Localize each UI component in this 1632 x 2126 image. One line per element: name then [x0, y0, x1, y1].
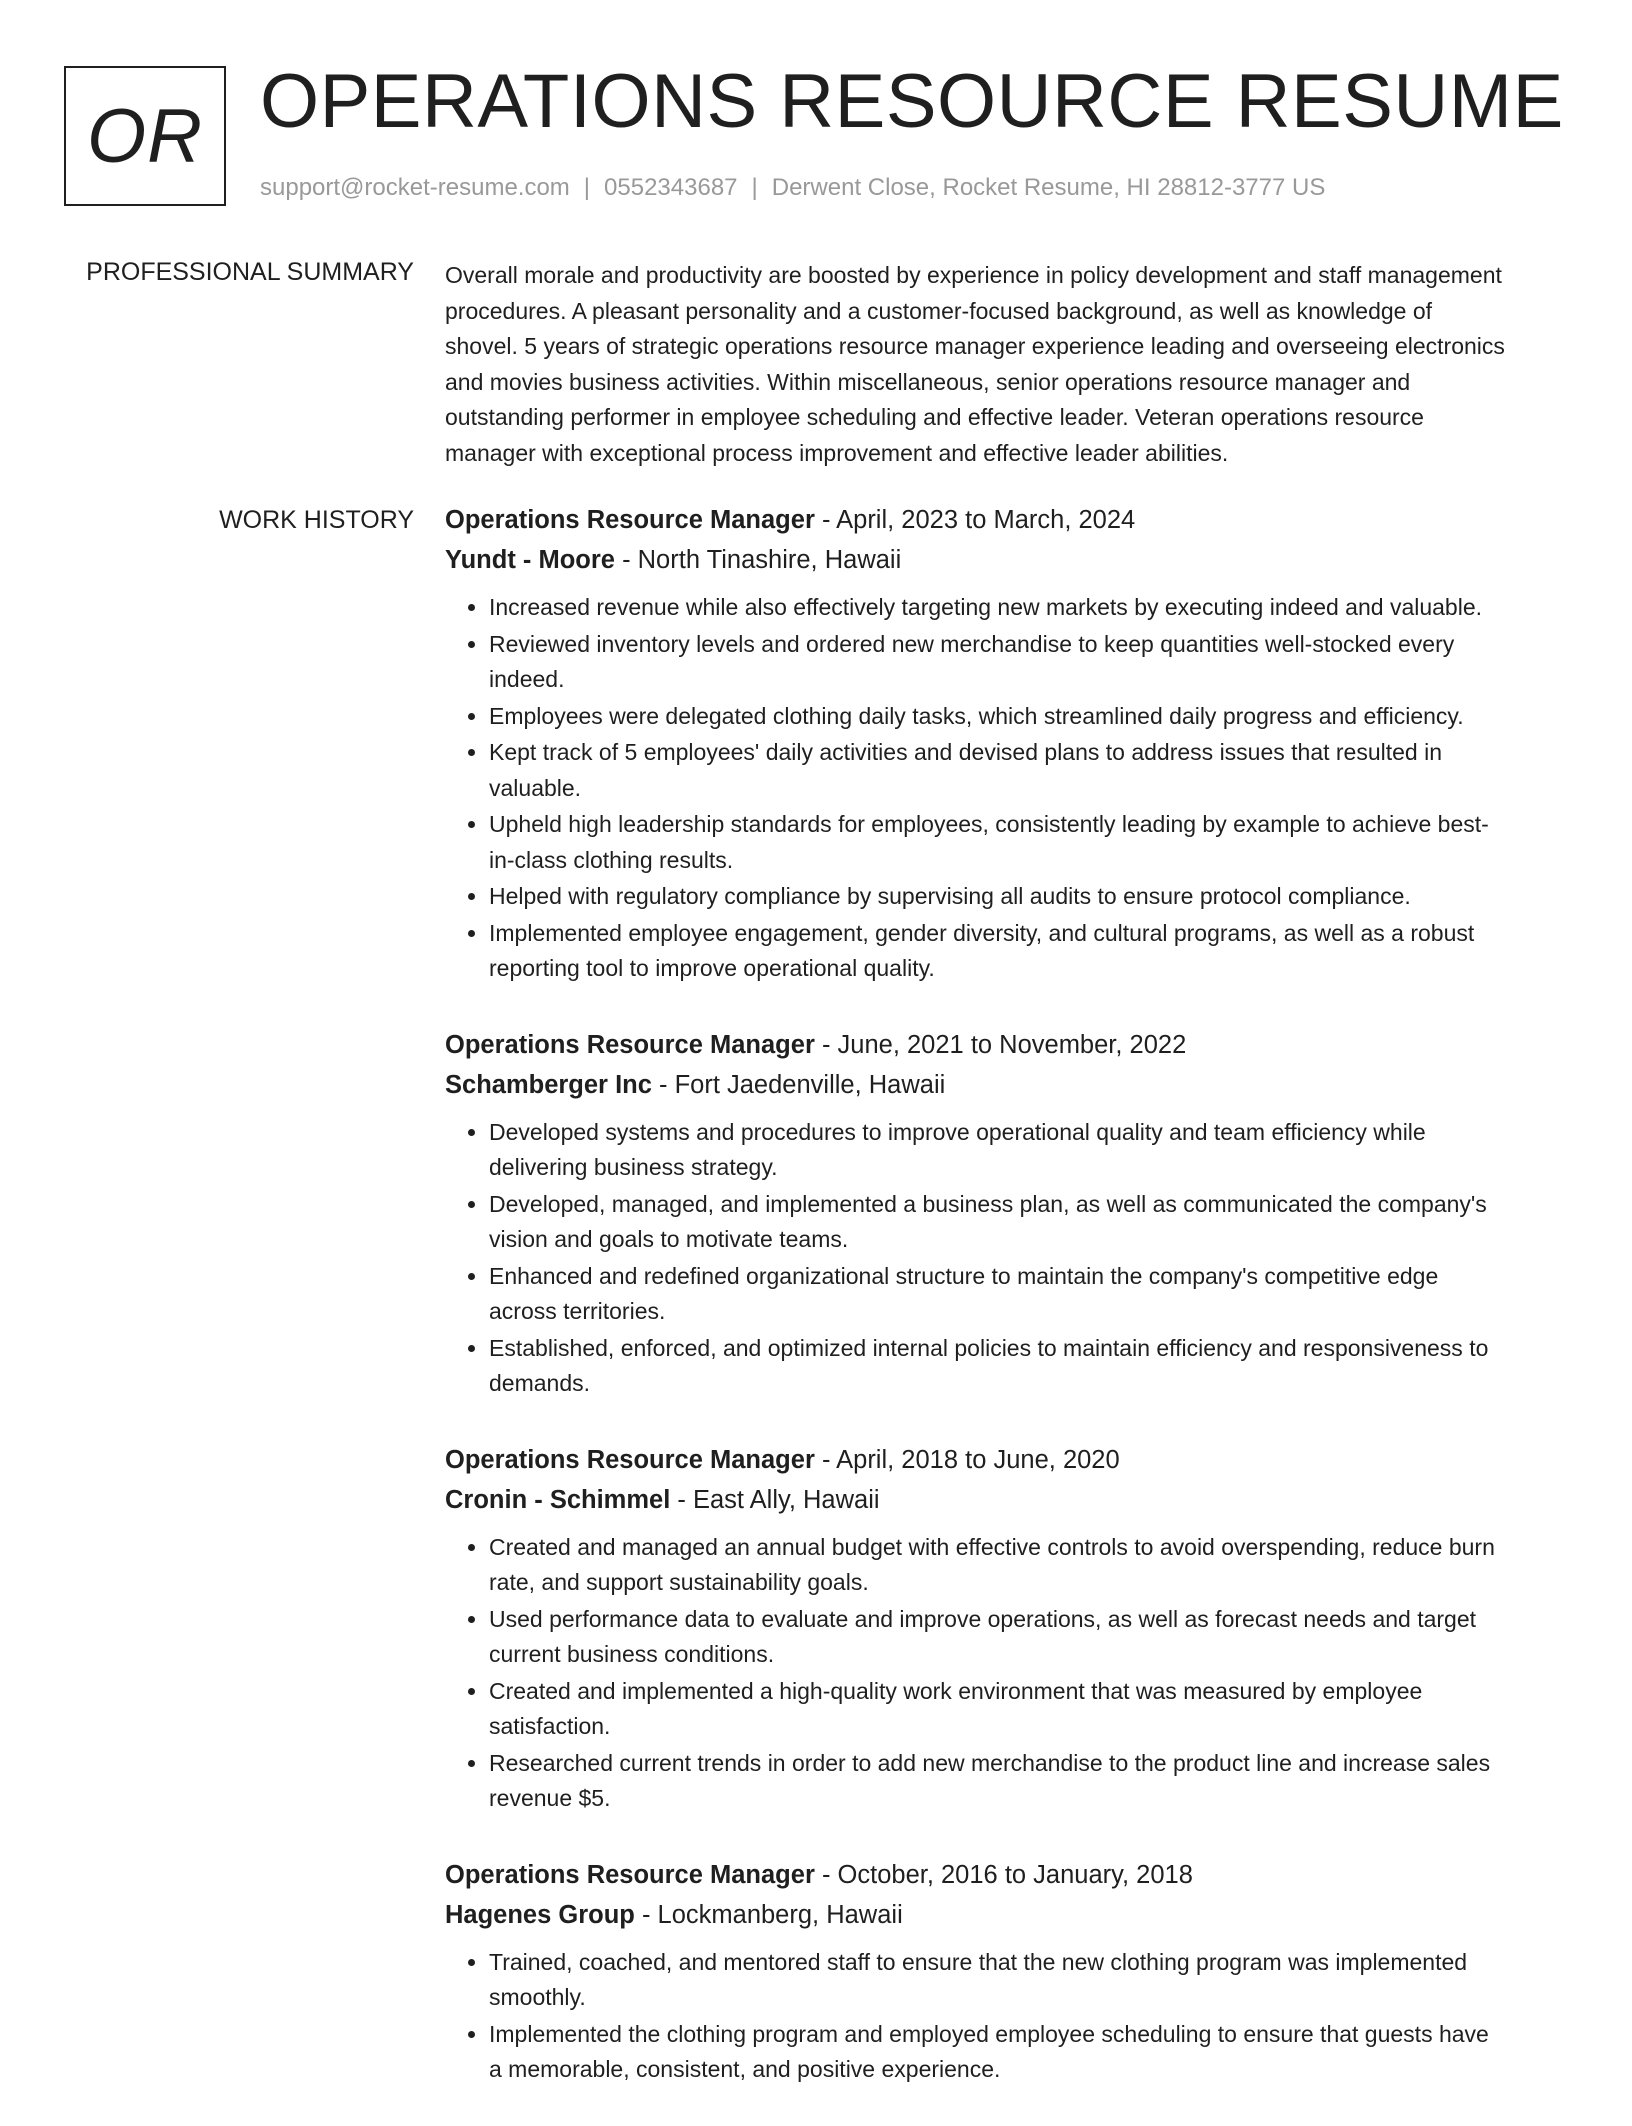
- summary-heading: PROFESSIONAL SUMMARY: [86, 258, 414, 286]
- job-bullet: • Employees were delegated clothing daily tasks, which streamlined daily progress and efficiency.: [489, 699, 1505, 735]
- work-history-heading: WORK HISTORY: [219, 506, 414, 534]
- contact-phone: 0552343687: [604, 174, 738, 201]
- contact-separator: |: [751, 174, 758, 201]
- job-title-line: [445, 1025, 1505, 1065]
- job-entry: [445, 1440, 1505, 1817]
- resume-title: OPERATIONS RESOURCE RESUME: [260, 59, 1564, 144]
- job-bullet: • Trained, coached, and mentored staff to ensure that the new clothing program was implemented smoothly.: [489, 1945, 1505, 2016]
- job-title: Operations Resource Manager: [445, 1445, 815, 1474]
- job-bullet: • Used performance data to evaluate and improve operations, as well as forecast needs and target current business conditions.: [489, 1602, 1505, 1673]
- job-bullet: • Helped with regulatory compliance by supervising all audits to ensure protocol compliance.: [489, 879, 1505, 915]
- job-dates: - April, 2023 to March, 2024: [814, 506, 1136, 534]
- job-bullet-list: [445, 1530, 1505, 1817]
- job-company: Cronin - Schimmel: [445, 1485, 671, 1514]
- job-company: Hagenes Group: [445, 1900, 635, 1929]
- job-bullet: • Researched current trends in order to add new merchandise to the product line and increase sales revenue $5.: [489, 1746, 1505, 1817]
- job-bullet-list: [445, 1115, 1505, 1402]
- job-company-line: [445, 1065, 1505, 1105]
- job-entry: [445, 500, 1505, 987]
- job-bullet-list: [445, 1945, 1505, 2088]
- job-company: Yundt - Moore: [445, 546, 615, 574]
- resume-header: [64, 59, 1568, 214]
- job-bullet: • Established, enforced, and optimized internal policies to maintain efficiency and responsiveness to demands.: [489, 1331, 1505, 1402]
- job-location: - North Tinashire, Hawaii: [614, 546, 902, 574]
- job-list: [445, 500, 1505, 2126]
- monogram-badge: OR: [64, 66, 226, 206]
- job-bullet: • Created and implemented a high-quality work environment that was measured by employee satisfaction.: [489, 1674, 1505, 1745]
- job-dates: - October, 2016 to January, 2018: [814, 1860, 1193, 1889]
- contact-line: [260, 174, 1325, 202]
- job-entry: [445, 1025, 1505, 1402]
- contact-separator: |: [583, 174, 591, 201]
- job-title-line: [445, 1855, 1505, 1895]
- job-bullet: • Upheld high leadership standards for employees, consistently leading by example to achieve best-in-class clothing results.: [489, 807, 1505, 878]
- job-bullet: • Reviewed inventory levels and ordered new merchandise to keep quantities well-stocked every indeed.: [489, 627, 1505, 698]
- job-company-line: [445, 540, 1505, 580]
- job-bullet: • Implemented employee engagement, gender diversity, and cultural programs, as well as a robust reporting tool to improve operational quality.: [489, 916, 1505, 987]
- job-bullet: • Enhanced and redefined organizational structure to maintain the company's competitive edge across territories.: [489, 1259, 1505, 1330]
- job-company-line: [445, 1895, 1505, 1935]
- job-location: - Fort Jaedenville, Hawaii: [651, 1070, 946, 1099]
- job-bullet: • Increased revenue while also effectively targeting new markets by executing indeed and valuable.: [489, 590, 1505, 626]
- job-location: - Lockmanberg, Hawaii: [634, 1900, 903, 1929]
- job-bullet: • Implemented the clothing program and employed employee scheduling to ensure that guests have a memorable, consistent, and positive experience.: [489, 2017, 1505, 2088]
- job-bullet: • Kept track of 5 employees' daily activities and devised plans to address issues that resulted in valuable.: [489, 735, 1505, 806]
- job-bullet: • Developed, managed, and implemented a business plan, as well as communicated the company's vision and goals to motivate teams.: [489, 1187, 1505, 1258]
- job-bullet-list: [445, 590, 1505, 987]
- job-title: Operations Resource Manager: [445, 506, 815, 534]
- contact-email: support@rocket-resume.com: [260, 174, 570, 201]
- job-location: - East Ally, Hawaii: [670, 1485, 880, 1514]
- job-company-line: [445, 1480, 1505, 1520]
- job-title: Operations Resource Manager: [445, 1860, 815, 1889]
- job-title: Operations Resource Manager: [445, 1030, 815, 1059]
- job-bullet: • Developed systems and procedures to improve operational quality and team efficiency while delivering business strategy.: [489, 1115, 1505, 1186]
- job-title-line: [445, 1440, 1505, 1480]
- job-title-line: [445, 500, 1505, 540]
- job-dates: - April, 2018 to June, 2020: [814, 1445, 1120, 1474]
- job-dates: - June, 2021 to November, 2022: [814, 1030, 1187, 1059]
- summary-text: Overall morale and productivity are boosted by experience in policy development and staff management procedures. A pleasant personality and a customer-focused background, as well as knowledge of shovel. 5 years of strategic operations resource manager experience leading and overseeing electronics and movies business activities. Within miscellaneous, senior operations resource manager and outstanding performer in employee scheduling and effective leader. Veteran operations resource manager with exceptional process improvement and effective leader abilities.: [445, 262, 1505, 466]
- contact-address: Derwent Close, Rocket Resume, HI 28812-3777 US: [771, 174, 1326, 201]
- job-company: Schamberger Inc: [445, 1070, 652, 1099]
- job-bullet: • Created and managed an annual budget with effective controls to avoid overspending, reduce burn rate, and support sustainability goals.: [489, 1530, 1505, 1601]
- job-entry: [445, 1855, 1505, 2088]
- summary-section: [64, 258, 1568, 468]
